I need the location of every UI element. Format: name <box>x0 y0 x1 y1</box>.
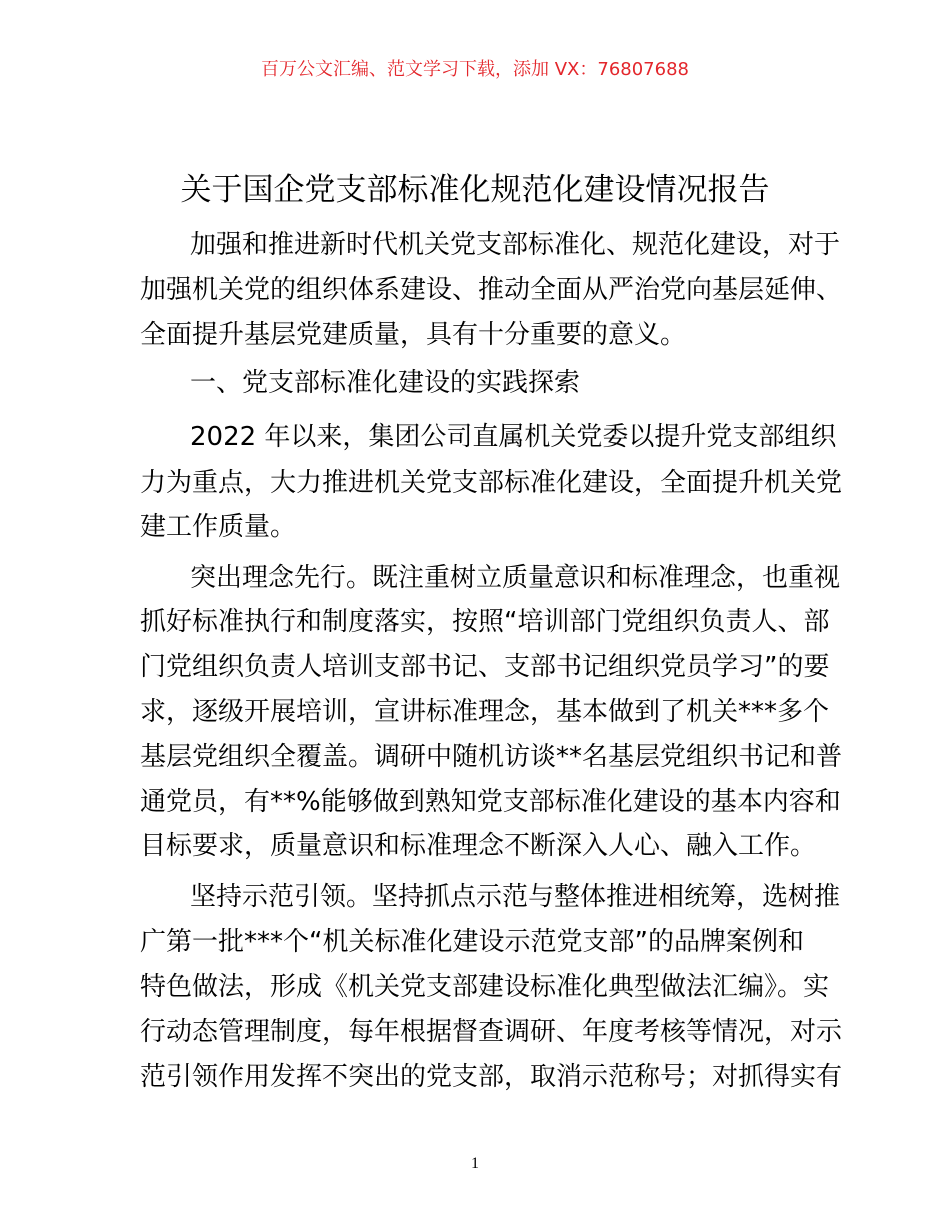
text-line: 特色做法，形成《机关党支部建设标准化典型做法汇编》。实 <box>140 972 830 1002</box>
text-line: 求，逐级开展培训，宣讲标准理念，基本做到了机关***多个 <box>140 697 830 727</box>
text-line: 加强机关党的组织体系建设、推动全面从严治党向基层延伸、 <box>140 275 843 305</box>
document-title: 关于国企党支部标准化规范化建设情况报告 <box>180 172 770 208</box>
text-line: 目标要求，质量意识和标准理念不断深入人心、融入工作。 <box>140 831 817 861</box>
text-line: 建工作质量。 <box>140 512 297 542</box>
text-line: 坚持示范引领。坚持抓点示范与整体推进相统筹，选树推 <box>190 882 841 912</box>
text-line: 通党员，有**%能够做到熟知党支部标准化建设的基本内容和 <box>140 787 841 817</box>
text-line: 全面提升基层党建质量，具有十分重要的意义。 <box>140 320 687 350</box>
text-line: 广第一批***个“机关标准化建设示范党支部”的品牌案例和 <box>140 927 804 957</box>
text-line: 抓好标准执行和制度落实，按照“培训部门党组织负责人、部 <box>140 607 830 637</box>
text-line: 范引领作用发挥不突出的党支部，取消示范称号；对抓得实有 <box>140 1062 843 1092</box>
text-line: 突出理念先行。既注重树立质量意识和标准理念，也重视 <box>190 563 841 593</box>
text-line: 加强和推进新时代机关党支部标准化、规范化建设，对于 <box>190 230 841 260</box>
watermark-header: 百万公文汇编、范文学习下载，添加 VX：76807688 <box>261 59 689 80</box>
text-line: 行动态管理制度，每年根据督查调研、年度考核等情况，对示 <box>140 1017 843 1047</box>
section-heading: 一、党支部标准化建设的实践探索 <box>190 368 581 398</box>
text-line: 基层党组织全覆盖。调研中随机访谈**名基层党组织书记和普 <box>140 742 843 772</box>
page-number: 1 <box>471 1155 479 1172</box>
text-line: 力为重点，大力推进机关党支部标准化建设，全面提升机关党 <box>140 468 843 498</box>
text-line: 2022 年以来，集团公司直属机关党委以提升党支部组织 <box>190 422 837 452</box>
text-line: 门党组织负责人培训支部书记、支部书记组织党员学习”的要 <box>140 652 830 682</box>
